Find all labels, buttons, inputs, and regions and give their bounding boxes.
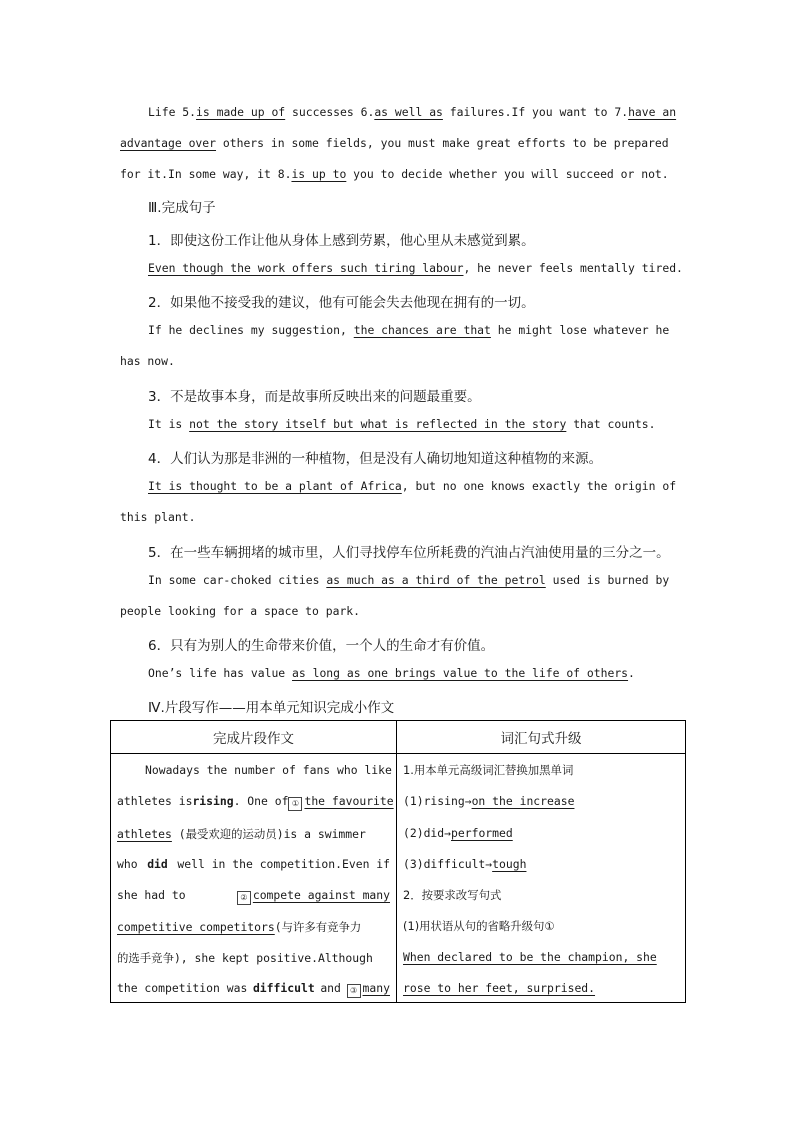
writing-line-4: who did well in the competition.Even if — [117, 857, 390, 871]
item-2-chinese: 2．如果他不接受我的建议，他有可能会失去他现在拥有的一切。 — [148, 295, 535, 311]
writing-line-8: the competition was difficult and ③ many — [117, 981, 390, 998]
blank-answer-5: is made up of — [196, 105, 286, 119]
item-6-chinese: 6．只有为别人的生命带来价值，一个人的生命才有价值。 — [148, 638, 495, 654]
marker-1: ① — [288, 797, 302, 811]
writing-line-3: athletes (最受欢迎的运动员)is a swimmer — [117, 827, 366, 841]
item-4-english-cont: this plant. — [120, 510, 196, 524]
writing-line-1: Nowadays the number of fans who like — [145, 763, 392, 777]
item-4-english: It is thought to be a plant of Africa, but no one knows exactly the origin of — [148, 479, 677, 493]
upgrade-answer-1: on the increase — [471, 794, 575, 808]
section-3-heading: Ⅲ.完成句子 — [148, 200, 216, 216]
item-6-answer: as long as one brings value to the life of others — [292, 666, 629, 680]
upgrade-task-1: 1.用本单元高级词汇替换加黑单词 — [403, 763, 574, 777]
item-2-english: If he declines my suggestion, the chances are that he might lose whatever he — [148, 323, 670, 337]
item-4-chinese: 4．人们认为那是非洲的一种植物，但是没有人确切地知道这种植物的来源。 — [148, 451, 603, 467]
upgrade-sentence-line-1 — [403, 950, 679, 964]
passage-line-3: for it.In some way, it 8.is up to you to decide whether you will succeed or not. — [120, 167, 669, 181]
writing-answer-3: many — [362, 981, 390, 995]
writing-cell — [111, 754, 397, 1003]
blank-answer-8: is up to — [291, 167, 347, 181]
upgrade-answer-2: performed — [451, 826, 513, 840]
writing-answer-1-cont: athletes — [117, 827, 172, 841]
blank-answer-6: as well as — [374, 105, 443, 119]
writing-line-2: athletes is rising . One of ① the favourite — [117, 794, 390, 811]
upgrade-sentence-answer: When declared to be the champion, she — [403, 950, 657, 964]
upgrade-sentence-line-2 — [403, 981, 679, 995]
upgrade-subtask-1: (1)用状语从句的省略升级句① — [403, 919, 555, 933]
passage-line-2: advantage over others in some fields, you must make great efforts to be prepared — [120, 136, 669, 150]
upgrade-cell — [397, 754, 686, 1003]
writing-answer-2: compete against many — [252, 888, 390, 902]
writing-line-6: competitive competitors(与许多有竞争力 — [117, 920, 362, 934]
upgrade-sentence-answer-cont: rose to her feet, surprised. — [403, 981, 596, 995]
marker-2: ② — [237, 891, 251, 905]
upgrade-item-2: (2)did→performed — [403, 826, 513, 840]
item-5-english-cont: people looking for a space to park. — [120, 604, 361, 618]
item-5-chinese: 5．在一些车辆拥堵的城市里，人们寻找停车位所耗费的汽油占汽油使用量的三分之一。 — [148, 545, 670, 561]
writing-line-7: 的选手竞争), she kept positive.Although — [117, 951, 373, 965]
item-5-english: In some car-choked cities as much as a third of the petrol used is burned by — [148, 573, 670, 587]
upgrade-task-2: 2．按要求改写句式 — [403, 888, 502, 902]
column-header-left: 完成片段作文 — [111, 721, 397, 754]
passage-line-1: Life 5.is made up of successes 6.as well as failures.If you want to 7.have an — [148, 105, 677, 119]
writing-answer-2-cont: competitive competitors — [117, 920, 275, 934]
section-4-heading: Ⅳ.片段写作——用本单元知识完成小作文 — [148, 700, 395, 716]
writing-table — [110, 720, 686, 1003]
item-4-answer: It is thought to be a plant of Africa — [148, 479, 402, 493]
blank-answer-7: have an — [628, 105, 677, 119]
upgrade-item-1: (1)rising→on the increase — [403, 794, 575, 808]
item-1-chinese: 1．即使这份工作让他从身体上感到劳累，他心里从未感觉到累。 — [148, 233, 535, 249]
item-5-answer: as much as a third of the petrol — [326, 573, 546, 587]
item-2-english-cont: has now. — [120, 354, 175, 368]
item-1-answer: Even though the work offers such tiring labour — [148, 261, 464, 275]
item-3-english: It is not the story itself but what is reflected in the story that counts. — [148, 417, 656, 431]
writing-line-5: she had to ② compete against many — [117, 888, 390, 905]
writing-answer-1: the favourite — [304, 794, 394, 808]
upgrade-answer-3: tough — [492, 857, 527, 871]
column-header-right: 词汇句式升级 — [397, 721, 686, 754]
marker-3: ③ — [347, 984, 361, 998]
item-2-answer: the chances are that — [353, 323, 491, 337]
item-3-answer: not the story itself but what is reflected in the story — [189, 417, 567, 431]
blank-answer-7-cont: advantage over — [120, 136, 217, 150]
item-3-chinese: 3．不是故事本身，而是故事所反映出来的问题最重要。 — [148, 389, 481, 405]
item-6-english: One’s life has value as long as one brings value to the life of others. — [148, 666, 635, 680]
upgrade-item-3: (3)difficult→tough — [403, 857, 527, 871]
item-1-english: Even though the work offers such tiring labour, he never feels mentally tired. — [148, 261, 683, 275]
